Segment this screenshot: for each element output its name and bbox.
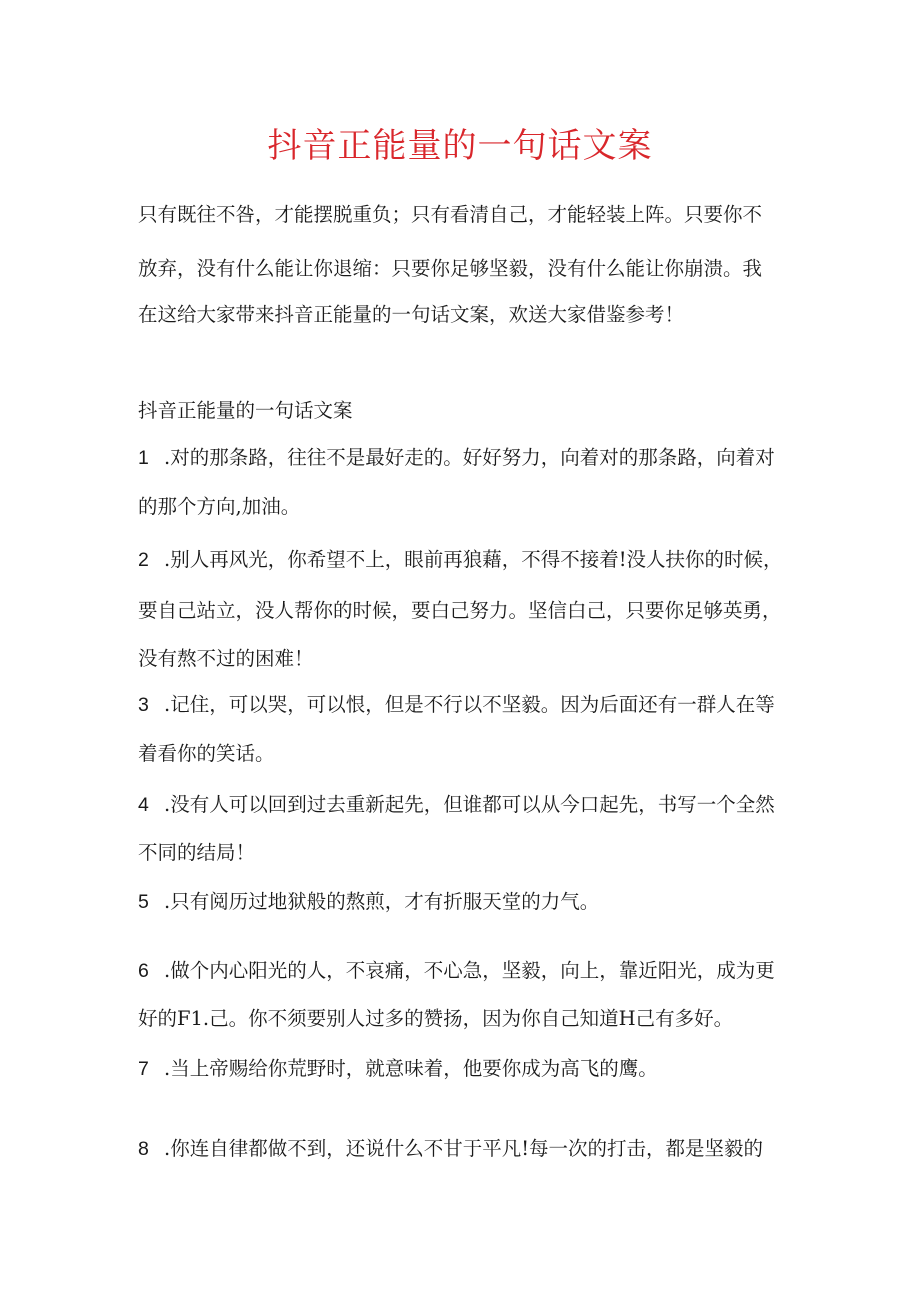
document-title: 抖音正能量的一句话文案 [267,126,653,166]
list-item-1-line-1 [138,444,798,472]
intro-line-2: 放弃，没有什么能让你退缩：只要你足够坚毅，没有什么能让你崩溃。我 [138,257,763,280]
item-number: 4 [138,794,149,816]
item-text: .没有人可以回到过去重新起先，但谁都可以从今口起先，书写一个全然 [164,793,775,816]
item-text: .做个内心阳光的人，不哀痛，不心急，坚毅，向上，靠近阳光，成为更 [164,959,775,982]
list-item-6-line-2: 好的F1.己。你不须要别人过多的赞扬，因为你自己知道H己有多好。 [138,1007,734,1030]
item-number: 3 [138,694,149,716]
item-number: 7 [138,1058,149,1080]
list-item-7-line-1 [138,1055,798,1083]
intro-line-3: 在这给大家带来抖音正能量的一句话文案，欢送大家借鉴参考！ [138,303,685,326]
list-item-2-line-2: 要自己站立，没人帮你的时候，要白己努力。坚信白己，只要你足够英勇， [138,599,782,622]
item-number: 2 [138,549,149,571]
item-text: .记住，可以哭，可以恨，但是不行以不坚毅。因为后面还有一群人在等 [164,693,775,716]
item-number: 6 [138,960,149,982]
list-item-3-line-1 [138,691,798,719]
list-item-6-line-1 [138,957,798,985]
item-text: .你连自律都做不到，还说什么不甘于平凡!每一次的打击，都是坚毅的 [164,1137,764,1160]
list-item-8-line-1 [138,1135,798,1163]
list-item-5-line-1 [138,888,798,916]
list-item-2-line-1 [138,546,798,574]
section-heading: 抖音正能量的一句话文案 [138,399,353,422]
item-number: 5 [138,891,149,913]
item-text: .只有阅历过地狱般的熬煎，才有折服天堂的力气。 [164,890,600,913]
list-item-2-line-3: 没有熬不过的困难！ [138,647,314,670]
list-item-4-line-2: 不同的结局！ [138,841,256,864]
list-item-4-line-1 [138,791,798,819]
item-number: 8 [138,1138,149,1160]
list-item-1-line-2: 的那个方向,加油。 [138,495,301,518]
item-text: .对的那条路，往往不是最好走的。好好努力，向着对的那条路，向着对 [164,446,775,469]
intro-line-1: 只有既往不咎，才能摆脱重负；只有看清自己，才能轻装上阵。只要你不 [138,203,763,226]
item-number: 1 [138,447,149,469]
item-text: .当上帝赐给你荒野时，就意味着，他要你成为高飞的鹰。 [164,1057,658,1080]
list-item-3-line-2: 着看你的笑话。 [138,742,275,765]
item-text: .别人再风光，你希望不上，眼前再狼藉，不得不接着!没人扶你的时候， [164,548,783,571]
